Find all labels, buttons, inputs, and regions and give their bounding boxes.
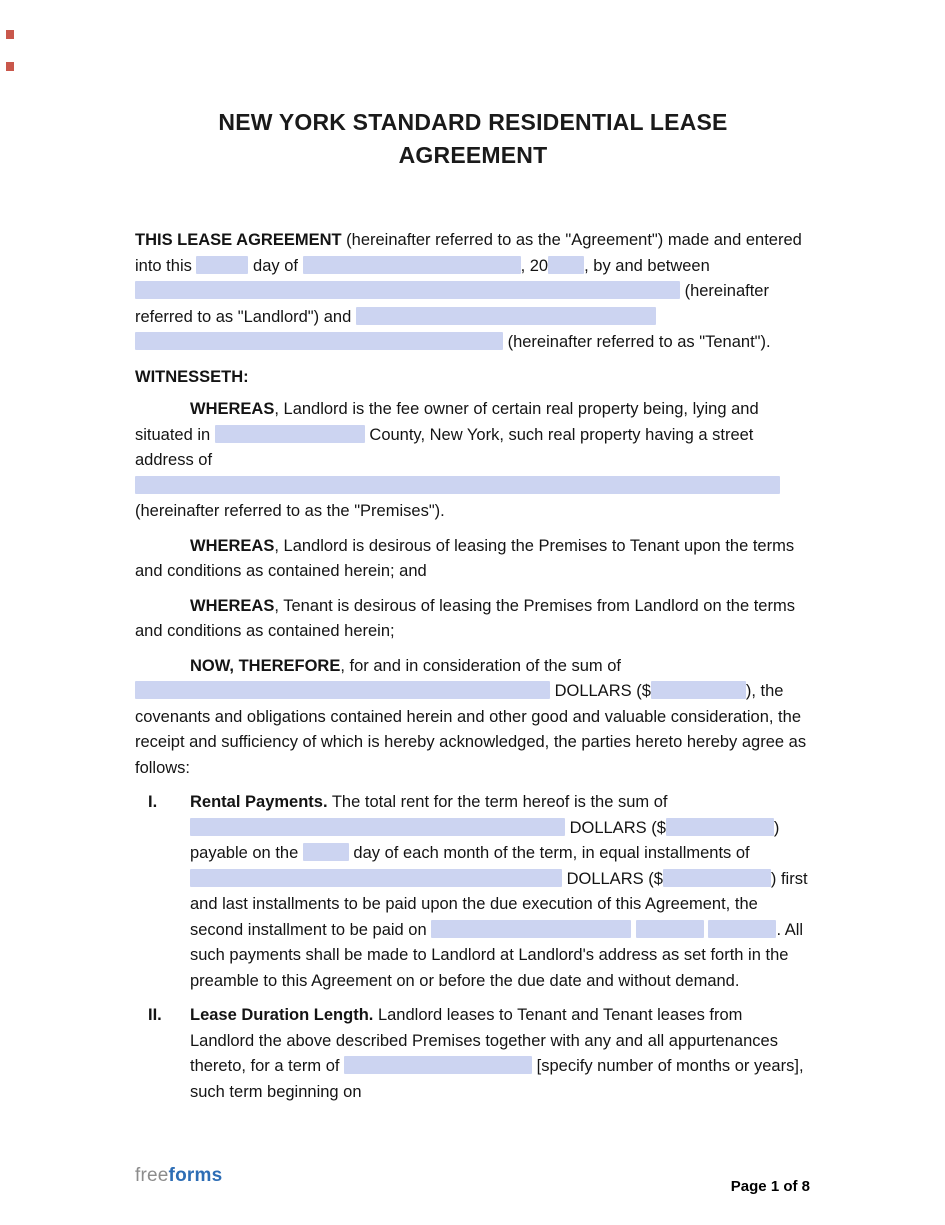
brand-forms-text: forms xyxy=(168,1165,223,1186)
document-title xyxy=(135,106,811,172)
text-run: . All such payments shall be made to Landlord at Landlord's address as set forth in the preamble to this Agreement on or before the due date and without demand. xyxy=(190,920,804,990)
text-run: , Tenant is desirous of leasing the Premises from Landlord on the terms and conditions as contained herein; xyxy=(135,596,795,640)
form-field-blank[interactable] xyxy=(666,818,774,836)
brand-logo[interactable] xyxy=(135,1165,222,1187)
text-run: DOLLARS ($ xyxy=(565,818,666,837)
list-marker: II. xyxy=(148,1006,162,1024)
form-field-blank[interactable] xyxy=(344,1056,532,1074)
text-run: County, New York, such real property having a street address of xyxy=(135,425,754,469)
text-run: Landlord leases to Tenant and Tenant leases from Landlord the above described Premises together with any and all appurtenances thereto, for a term of xyxy=(190,1006,778,1075)
text-run: DOLLARS ($ xyxy=(550,682,651,700)
text-run: WHEREAS xyxy=(190,536,275,555)
text-run: (hereinafter referred to as the "Agreement") made and entered into this xyxy=(135,231,802,275)
form-field-blank[interactable] xyxy=(190,869,562,887)
text-run: WHEREAS xyxy=(190,596,275,615)
list-item xyxy=(135,1003,811,1105)
red-edge-marker xyxy=(6,62,14,71)
paragraph xyxy=(135,228,811,356)
paragraph xyxy=(135,594,811,645)
form-field-blank[interactable] xyxy=(636,920,704,938)
text-run: DOLLARS ($ xyxy=(562,869,663,888)
form-field-blank[interactable] xyxy=(548,256,584,274)
text-run: Rental Payments. xyxy=(190,793,328,811)
text-run: , for and in consideration of the sum of xyxy=(340,656,622,675)
text-run: THIS LEASE AGREEMENT xyxy=(135,231,342,249)
paragraph xyxy=(135,534,811,585)
form-field-blank[interactable] xyxy=(215,425,365,443)
title-line-2: AGREEMENT xyxy=(398,142,548,168)
form-field-blank[interactable] xyxy=(663,869,771,887)
text-run: ) payable on the xyxy=(190,818,780,862)
list-item xyxy=(135,790,811,994)
form-field-blank[interactable] xyxy=(651,681,746,699)
text-run: WHEREAS xyxy=(190,400,275,418)
page-number: Page 1 of 8 xyxy=(730,1178,810,1195)
text-run: (hereinafter referred to as "Tenant"). xyxy=(503,333,771,351)
text-run: (hereinafter referred to as the "Premises"). xyxy=(135,502,445,520)
red-edge-marker xyxy=(6,30,14,39)
text-run: , by and between xyxy=(584,256,710,275)
form-field-blank[interactable] xyxy=(431,920,631,938)
brand-free-text: free xyxy=(135,1165,169,1186)
document-content xyxy=(135,106,811,1114)
form-field-blank[interactable] xyxy=(356,307,656,325)
text-run: [specify number of months or years], such term beginning on xyxy=(190,1057,804,1101)
form-field-blank[interactable] xyxy=(196,256,248,274)
form-field-blank[interactable] xyxy=(135,476,780,494)
section-heading: WITNESSETH: xyxy=(135,367,249,386)
form-field-blank[interactable] xyxy=(303,843,349,861)
text-run: (hereinafter referred to as "Landlord") and xyxy=(135,282,769,326)
text-run: ) first and last installments to be paid upon the due execution of this Agreement, the second installment to be paid on xyxy=(190,869,808,939)
text-run: NOW, THEREFORE xyxy=(190,656,341,675)
paragraph xyxy=(135,654,811,782)
text-run: day of xyxy=(248,256,303,275)
text-run: The total rent for the term hereof is the sum of xyxy=(327,793,668,811)
text-run: , Landlord is the fee owner of certain real property being, lying and situated in xyxy=(135,400,759,444)
text-run: ), the covenants and obligations contained herein and other good and valuable consideration, the receipt and sufficiency of which is hereby acknowledged, the parties hereto hereby agree as follows: xyxy=(135,682,807,777)
form-field-blank[interactable] xyxy=(708,920,776,938)
text-run: day of each month of the term, in equal installments of xyxy=(348,844,750,862)
text-run: , 20 xyxy=(520,256,549,275)
form-field-blank[interactable] xyxy=(303,256,521,274)
title-line-1: NEW YORK STANDARD RESIDENTIAL LEASE xyxy=(218,109,728,135)
text-run: , Landlord is desirous of leasing the Premises to Tenant upon the terms and conditions as contained herein; and xyxy=(135,536,795,580)
paragraph xyxy=(135,397,811,525)
form-field-blank[interactable] xyxy=(135,281,680,299)
form-field-blank[interactable] xyxy=(135,681,550,699)
form-field-blank[interactable] xyxy=(135,332,503,350)
document-blocks xyxy=(135,228,811,1105)
text-run: Lease Duration Length. xyxy=(190,1006,374,1024)
list-marker: I. xyxy=(148,793,158,811)
form-field-blank[interactable] xyxy=(190,818,565,836)
